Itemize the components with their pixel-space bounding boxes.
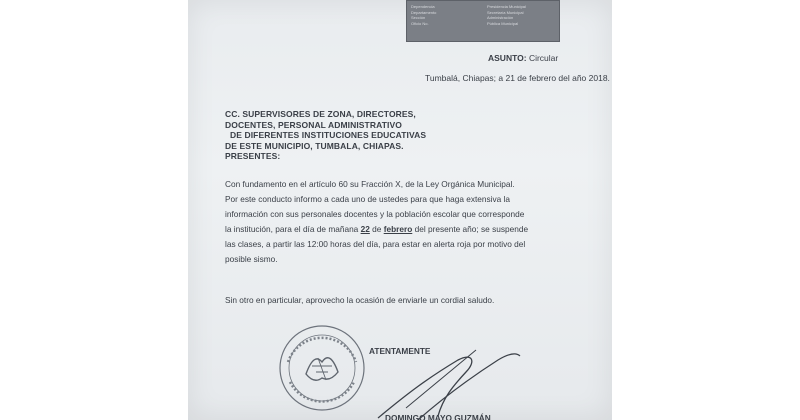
addressee-line: PRESENTES: bbox=[225, 151, 281, 161]
subject-line bbox=[488, 53, 558, 63]
body-text-fragment: la institución, para el día de mañana bbox=[225, 224, 361, 234]
body-line: información con sus personales docentes y la población escolar que corresponde bbox=[225, 209, 525, 219]
letterhead-right-line: Pública Municipal bbox=[487, 20, 519, 26]
addressee-line: DOCENTES, PERSONAL ADMINISTRATIVO bbox=[225, 119, 402, 130]
body-line: posible sismo. bbox=[225, 254, 278, 264]
addressee-line: DE ESTE MUNICIPIO, TUMBALA, CHIAPAS. bbox=[225, 140, 404, 151]
sign-off: ATENTAMENTE bbox=[369, 346, 431, 356]
letterhead-right-line: Presidencia Municipal bbox=[487, 4, 526, 9]
letterhead-right-column bbox=[487, 4, 551, 26]
letterhead-right-line: Administración bbox=[487, 15, 514, 20]
letterhead-left-line: Sección bbox=[411, 15, 426, 20]
letter-body bbox=[225, 177, 585, 267]
signer-name: DOMINGO MAYO GUZMÁN bbox=[385, 413, 491, 420]
letterhead-left-column bbox=[411, 4, 475, 26]
letterhead-left-line: Departamento bbox=[411, 9, 437, 15]
suspension-day: 22 bbox=[360, 224, 370, 234]
letterhead-right-line: Secretaría Municipal bbox=[487, 9, 524, 15]
document-sheet bbox=[188, 0, 612, 420]
letterhead-left-line: Oficio No. bbox=[411, 20, 429, 26]
subject-value: Circular bbox=[528, 53, 559, 63]
handwritten-signature bbox=[348, 338, 548, 420]
body-text-fragment: del presente año; se suspende bbox=[412, 224, 529, 234]
body-line: Por este conducto informo a cada uno de ustedes para que haga extensiva la bbox=[225, 194, 511, 204]
addressee-block bbox=[225, 109, 426, 162]
body-text-fragment: de bbox=[369, 224, 384, 234]
subject-label: ASUNTO: bbox=[488, 53, 527, 63]
body-line: las clases, a partir las 12:00 horas del día, para estar en alerta roja por motivo del bbox=[225, 239, 526, 249]
place-date-line: Tumbalá, Chiapas; a 21 de febrero del año 2018. bbox=[425, 73, 610, 83]
closing-line: Sin otro en particular, aprovecho la ocasión de enviarle un cordial saludo. bbox=[225, 295, 495, 305]
addressee-line: DE DIFERENTES INSTITUCIONES EDUCATIVAS bbox=[230, 130, 427, 140]
body-line: Con fundamento en el artículo 60 su Fracción X, de la Ley Orgánica Municipal. bbox=[225, 179, 515, 189]
letterhead-info-box bbox=[406, 0, 560, 42]
body-line bbox=[225, 222, 585, 237]
suspension-month: febrero bbox=[383, 224, 413, 234]
letterhead-left-line: Dependencia bbox=[411, 4, 435, 9]
addressee-line: CC. SUPERVISORES DE ZONA, DIRECTORES, bbox=[225, 109, 416, 119]
